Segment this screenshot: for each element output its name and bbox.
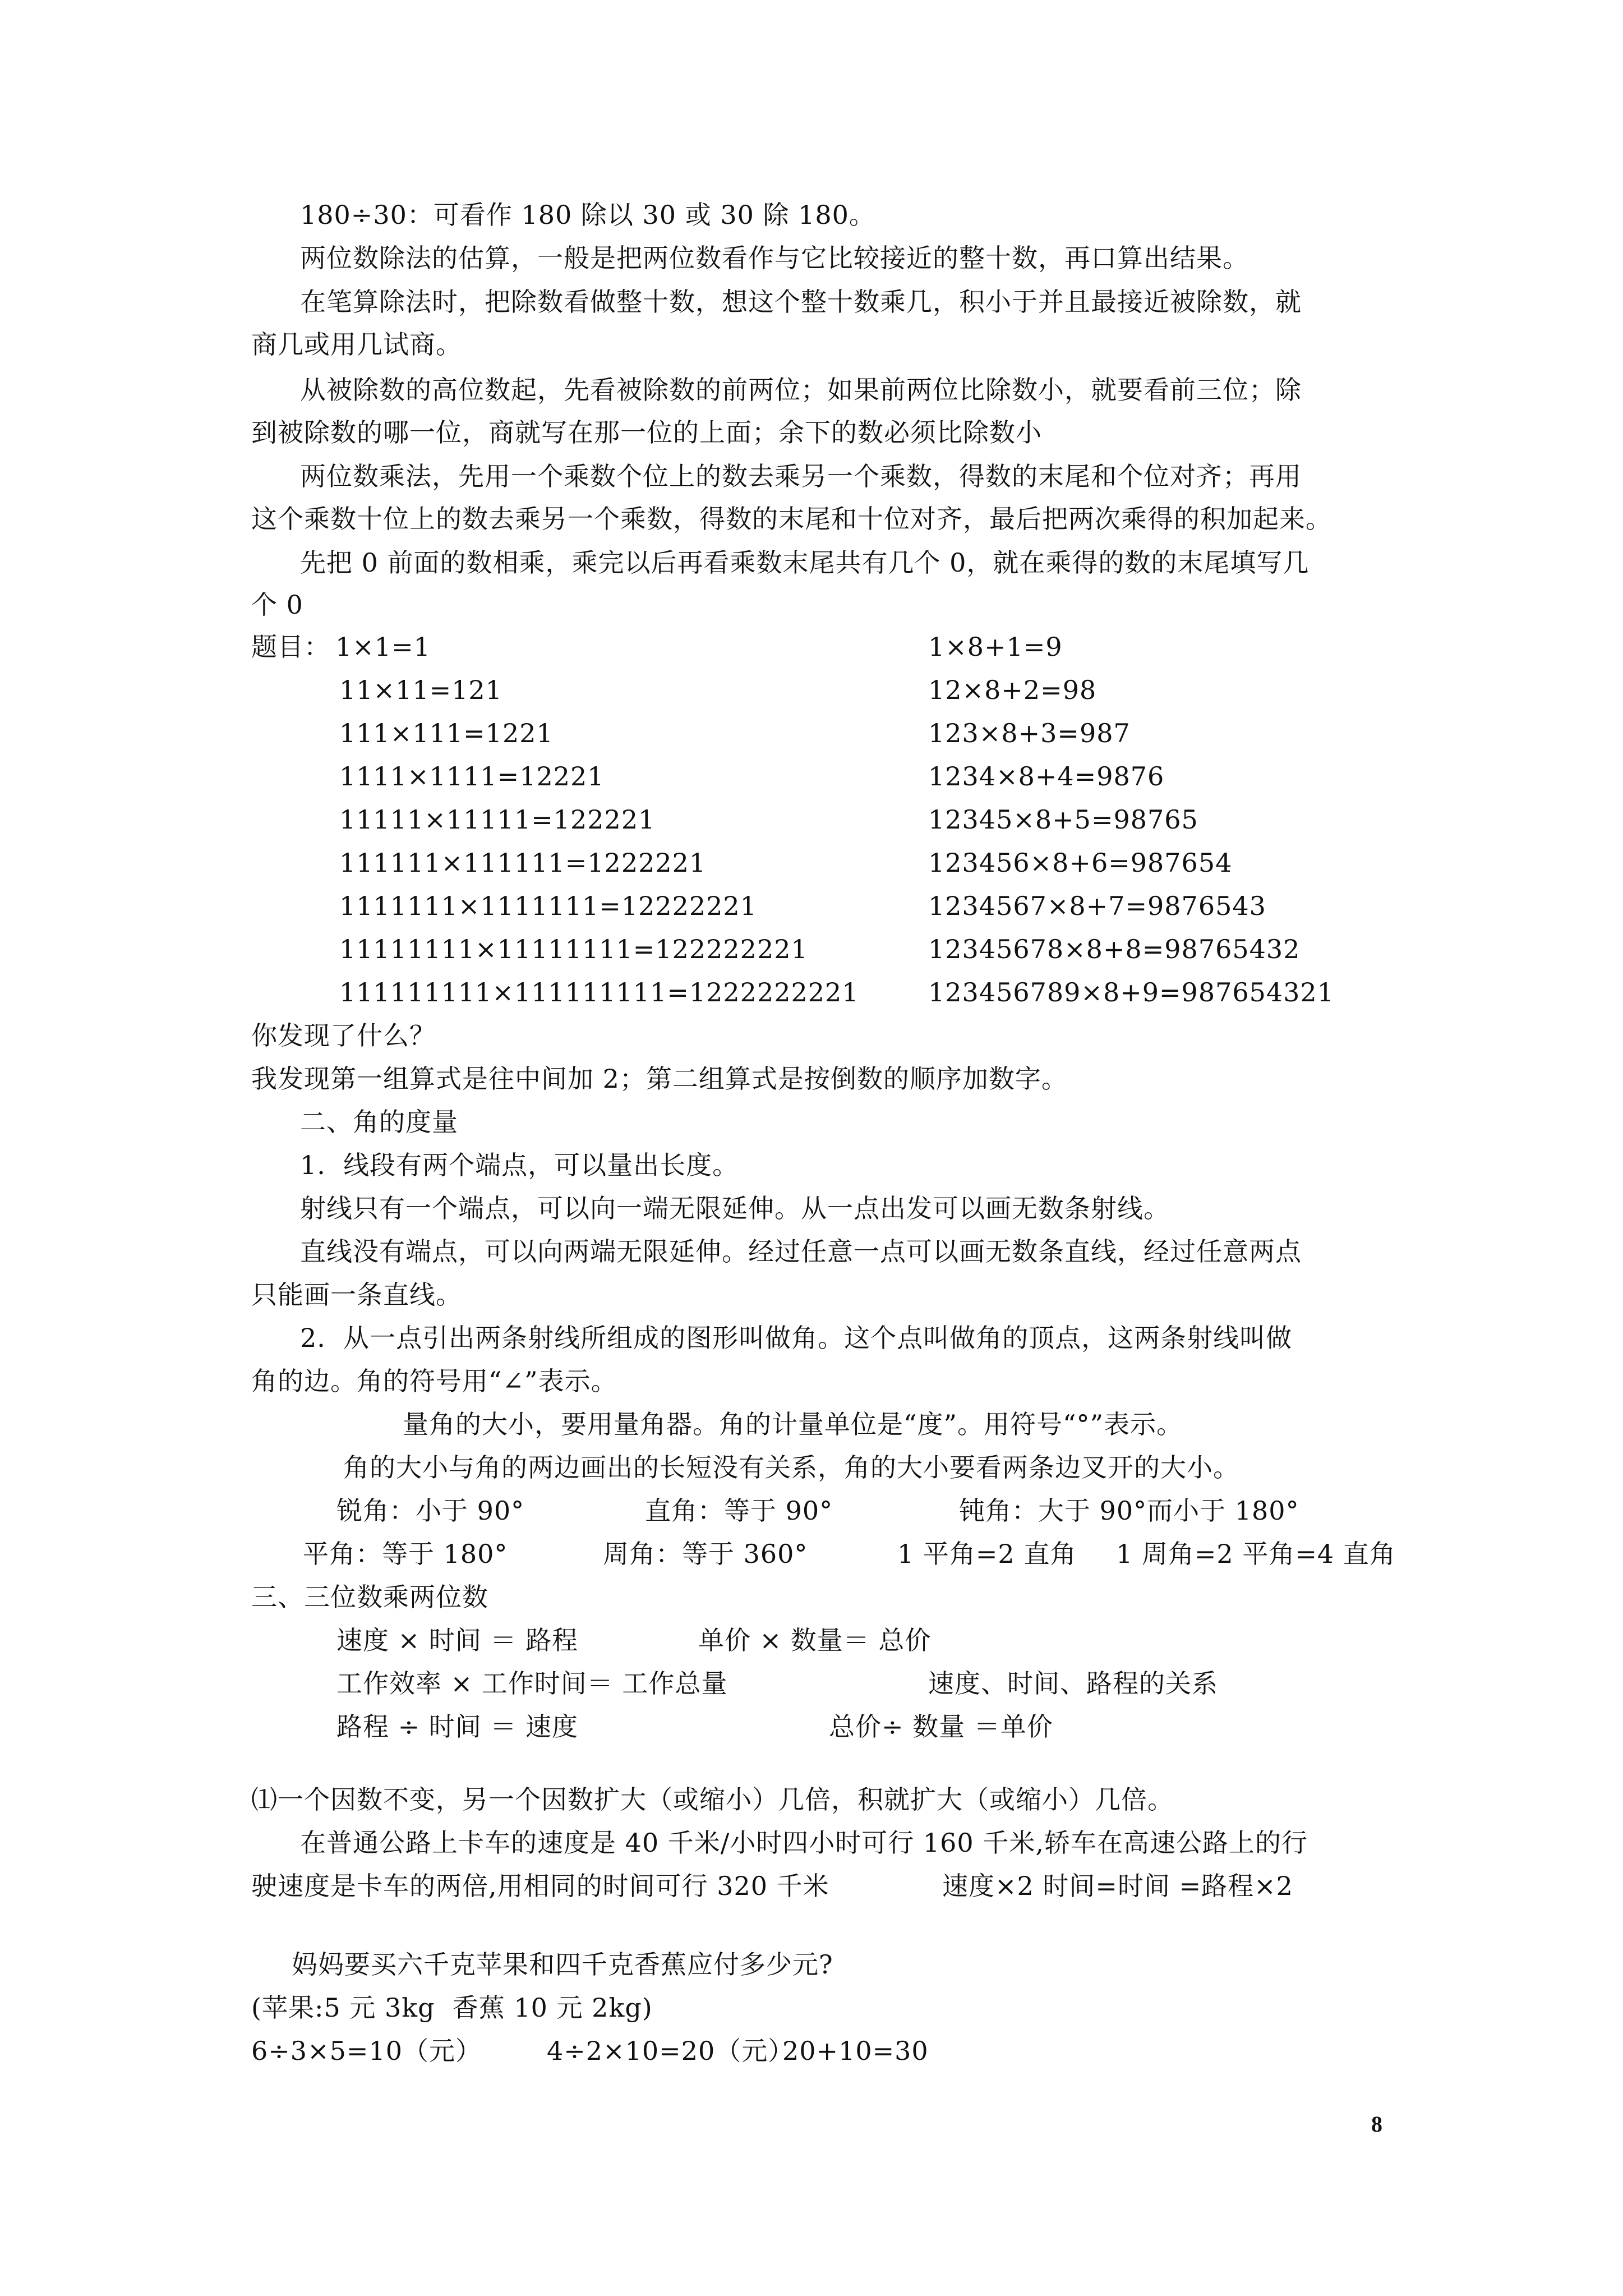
- formula-distance: 速度 × 时间 ＝ 路程: [336, 1625, 579, 1655]
- paragraph-long-division-line1: 从被除数的高位数起，先看被除数的前两位；如果前两位比除数小，就要看前三位；除: [300, 375, 1302, 405]
- equation-left: 11111×11111=122221: [339, 804, 656, 835]
- equation-left: 11111111×11111111=122222221: [339, 934, 808, 964]
- calc-total: 20+10=30: [782, 2036, 929, 2066]
- problem-answer: 我发现第一组算式是往中间加 2；第二组算式是按倒数的顺序加数字。: [251, 1064, 1068, 1094]
- formula-speed: 路程 ÷ 时间 ＝ 速度: [336, 1711, 579, 1742]
- equation-left: 111×111=1221: [339, 718, 554, 748]
- equation-right: 12×8+2=98: [928, 675, 1097, 705]
- equation-left: 11×11=121: [339, 675, 502, 705]
- angles-line-line1: 直线没有端点，可以向两端无限延伸。经过任意一点可以画无数条直线，经过任意两点: [300, 1236, 1302, 1267]
- fruit-prices: (苹果:5 元 3kg 香蕉 10 元 2kg): [251, 1993, 653, 2023]
- paragraph-division-estimation: 两位数除法的估算，一般是把两位数看作与它比较接近的整十数，再口算出结果。: [300, 243, 1249, 273]
- example-truck-line2: 驶速度是卡车的两倍,用相同的时间可行 320 千米: [251, 1871, 829, 1901]
- equation-right: 123×8+3=987: [928, 718, 1131, 748]
- paragraph-trial-quotient-line1: 在笔算除法时，把除数看做整十数，想这个整十数乘几，积小于并且最接近被除数，就: [300, 287, 1302, 317]
- page-number: 8: [1371, 2111, 1382, 2137]
- angles-line-line2: 只能画一条直线。: [251, 1280, 462, 1310]
- angle-relation-round: 1 周角=2 平角=4 直角: [1116, 1539, 1396, 1569]
- equation-right: 1234567×8+7=9876543: [928, 891, 1266, 921]
- equation-left: 1×1=1: [335, 632, 431, 662]
- equation-right: 12345678×8+8=98765432: [928, 934, 1301, 964]
- angle-acute: 锐角：小于 90°: [336, 1496, 525, 1526]
- equation-right: 1234×8+4=9876: [928, 761, 1165, 792]
- formula-relation-label: 速度、时间、路程的关系: [928, 1668, 1218, 1699]
- paragraph-division-reading: 180÷30：可看作 180 除以 30 或 30 除 180。: [300, 200, 875, 230]
- angles-segment: 1. 线段有两个端点，可以量出长度。: [300, 1150, 739, 1180]
- equation-left: 1111111×1111111=12222221: [339, 891, 757, 921]
- paragraph-trailing-zero-line2: 个 0: [251, 590, 303, 620]
- equation-left: 111111×111111=1222221: [339, 848, 707, 878]
- angles-measurement: 量角的大小，要用量角器。角的计量单位是“度”。用符号“°”表示。: [403, 1409, 1183, 1439]
- equation-left: 111111111×111111111=1222222221: [339, 977, 859, 1007]
- formula-unit-price: 总价÷ 数量 ＝单价: [829, 1711, 1053, 1742]
- calc-bananas: 4÷2×10=20（元）: [547, 2036, 795, 2066]
- paragraph-two-digit-mult-line1: 两位数乘法，先用一个乘数个位上的数去乘另一个乘数，得数的末尾和个位对齐；再用: [300, 461, 1302, 491]
- calc-apples: 6÷3×5=10（元）: [251, 2036, 482, 2066]
- rule-factor-scaling: ⑴一个因数不变，另一个因数扩大（或缩小）几倍，积就扩大（或缩小）几倍。: [251, 1784, 1174, 1815]
- formula-total-price: 单价 × 数量＝ 总价: [698, 1625, 932, 1655]
- angle-round: 周角：等于 360°: [603, 1539, 808, 1569]
- angles-definition-line1: 2. 从一点引出两条射线所组成的图形叫做角。这个点叫做角的顶点，这两条射线叫做: [300, 1323, 1293, 1353]
- angle-right: 直角：等于 90°: [645, 1496, 833, 1526]
- equation-right: 12345×8+5=98765: [928, 804, 1198, 835]
- section-heading-angles: 二、角的度量: [300, 1107, 458, 1137]
- angles-size-note: 角的大小与角的两边画出的长短没有关系，角的大小要看两条边叉开的大小。: [343, 1452, 1239, 1483]
- example-truck-formula: 速度×2 时间=时间 =路程×2: [942, 1871, 1293, 1901]
- formula-work: 工作效率 × 工作时间＝ 工作总量: [336, 1668, 728, 1699]
- section-heading-multiplication: 三、三位数乘两位数: [251, 1582, 488, 1612]
- problem-label: 题目：: [251, 632, 330, 662]
- paragraph-trial-quotient-line2: 商几或用几试商。: [251, 329, 462, 360]
- problem-question: 你发现了什么？: [251, 1020, 436, 1051]
- question-fruit: 妈妈要买六千克苹果和四千克香蕉应付多少元?: [292, 1949, 833, 1980]
- angle-relation-straight: 1 平角=2 直角: [897, 1539, 1077, 1569]
- angles-definition-line2: 角的边。角的符号用“∠”表示。: [251, 1366, 617, 1396]
- equation-left: 1111×1111=12221: [339, 761, 605, 792]
- equation-right: 123456×8+6=987654: [928, 848, 1233, 878]
- angle-straight: 平角：等于 180°: [303, 1539, 508, 1569]
- equation-right: 1×8+1=9: [928, 632, 1063, 662]
- angles-ray: 射线只有一个端点，可以向一端无限延伸。从一点出发可以画无数条射线。: [300, 1193, 1170, 1223]
- paragraph-long-division-line2: 到被除数的哪一位，商就写在那一位的上面；余下的数必须比除数小: [251, 417, 1042, 448]
- equation-right: 123456789×8+9=987654321: [928, 977, 1334, 1007]
- angle-obtuse: 钝角：大于 90°而小于 180°: [959, 1496, 1299, 1526]
- example-truck-line1: 在普通公路上卡车的速度是 40 千米/小时四小时可行 160 千米,轿车在高速公路上的行: [300, 1828, 1308, 1858]
- paragraph-two-digit-mult-line2: 这个乘数十位上的数去乘另一个乘数，得数的末尾和十位对齐，最后把两次乘得的积加起来。: [251, 504, 1332, 534]
- paragraph-trailing-zero-line1: 先把 0 前面的数相乘，乘完以后再看乘数末尾共有几个 0，就在乘得的数的末尾填写几: [300, 547, 1310, 578]
